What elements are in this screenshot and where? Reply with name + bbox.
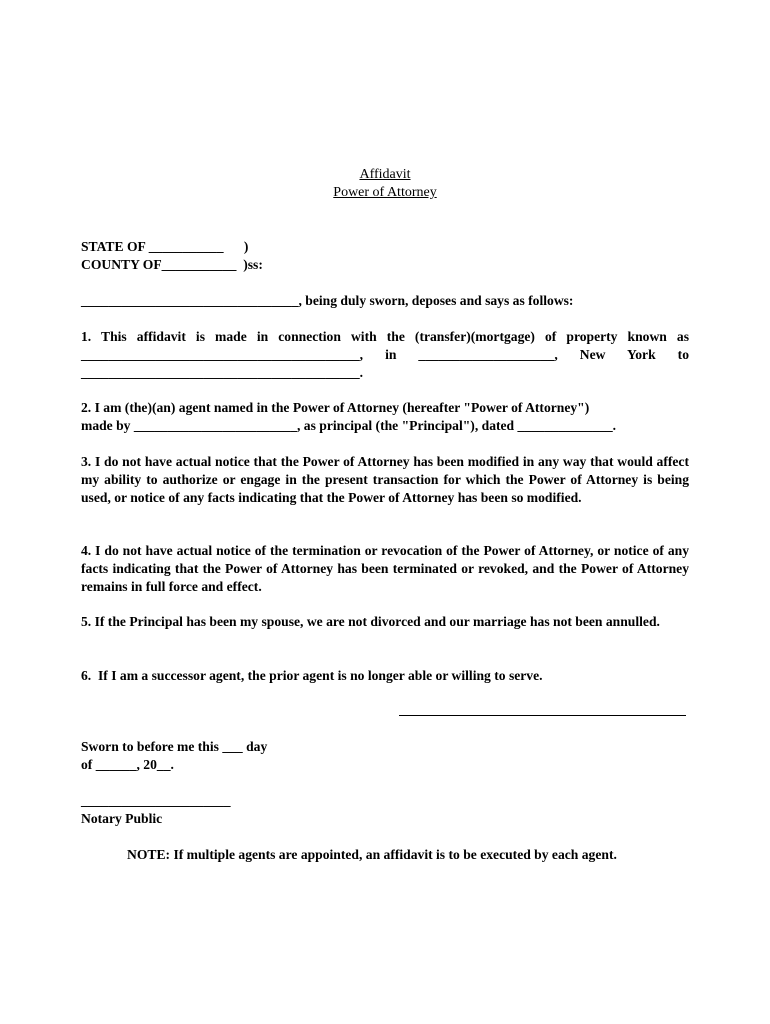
paragraph-2-row-2: made by ________________________, as principal (the "Principal"), dated ______________.	[81, 418, 617, 433]
document-title: Affidavit	[359, 167, 411, 182]
sworn-line-2: of ______, 20__.	[81, 757, 174, 772]
paragraph-3: 3. I do not have actual notice that the Power of Attorney has been modified in any way that would affect my ability to authorize or engage in the present transaction for which the Power of Attorney is being used, or notice of any facts indicating that the Power of Attorney has been so modified.	[81, 454, 689, 505]
notary-signature-blank: ______________________	[81, 793, 231, 808]
county-line: COUNTY OF___________ )ss:	[81, 257, 263, 272]
paragraph-2-row-1: 2. I am (the)(an) agent named in the Power of Attorney (hereafter "Power of Attorney")	[81, 400, 590, 415]
paragraph-1-row-3: _________________________________________.	[81, 365, 364, 380]
sworn-line-1: Sworn to before me this ___ day	[81, 739, 268, 754]
paragraph-2	[81, 399, 689, 435]
paragraph-4: 4. I do not have actual notice of the termination or revocation of the Power of Attorney, or notice of any facts indicating that the Power of Attorney has been terminated or revoked, and the Power of Attorney remains in full force and effect.	[81, 543, 689, 594]
signature-line	[399, 715, 686, 716]
notary-public-label: Notary Public	[81, 811, 163, 826]
state-line: STATE OF ___________ )	[81, 239, 249, 254]
paragraph-1-row-2: _________________________________________, in ____________________, New York to	[81, 347, 689, 362]
paragraph-5: 5. If the Principal has been my spouse, we are not divorced and our marriage has not been annulled.	[81, 614, 660, 629]
deposes-line: ________________________________, being duly sworn, deposes and says as follows:	[81, 293, 574, 308]
document-subtitle: Power of Attorney	[333, 185, 437, 200]
paragraph-6: 6. If I am a successor agent, the prior agent is no longer able or willing to serve.	[81, 668, 543, 683]
note-text: NOTE: If multiple agents are appointed, an affidavit is to be executed by each agent.	[127, 847, 617, 862]
paragraph-1	[81, 328, 689, 382]
paragraph-1-row-1: 1. This affidavit is made in connection with the (transfer)(mortgage) of property known as	[81, 329, 689, 344]
